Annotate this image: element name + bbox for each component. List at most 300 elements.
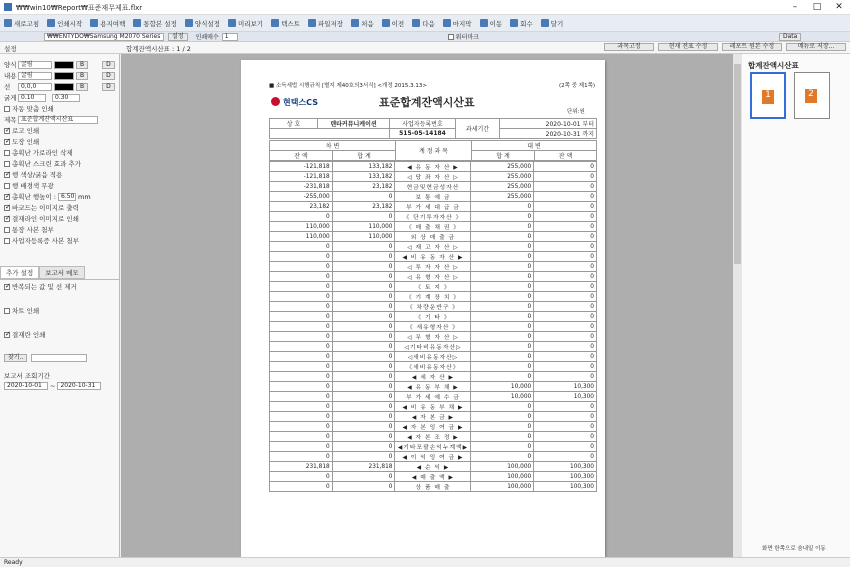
option-row-8: [4, 214, 79, 223]
margin-input-1[interactable]: 0.10: [18, 94, 46, 102]
toolbar-icon: [412, 19, 420, 27]
table-cell: 0: [471, 412, 534, 422]
table-cell: 0: [270, 372, 333, 382]
toolbar-item-10[interactable]: [412, 19, 435, 28]
period-to: 2020-10-31 까지: [500, 129, 597, 139]
table-cell: 0: [270, 472, 333, 482]
table-cell: 0: [471, 242, 534, 252]
autofit-checkbox[interactable]: [4, 106, 10, 112]
toolbar-icon: [308, 19, 316, 27]
option-checkbox[interactable]: [4, 238, 10, 244]
toolbar-item-8[interactable]: [351, 19, 374, 28]
biz-label: 상 호: [270, 119, 318, 129]
tab-bar: [0, 42, 850, 54]
toolbar-icon: [541, 19, 549, 27]
toolbar-icon: [4, 19, 12, 27]
table-row: [270, 172, 597, 182]
table-cell: 0: [534, 292, 597, 302]
form-header: ■ 소득세법 시행규칙 [별지 제40호의3서식] <개정 2015.3.13>: [269, 83, 428, 89]
extra-label: 반복되는 값 및 선 제거: [12, 283, 77, 291]
table-cell: 0: [534, 332, 597, 342]
option-label: 도장 인쇄: [12, 138, 40, 146]
table-cell: 0: [534, 252, 597, 262]
thumbnail-title: 합계잔액시산표: [748, 61, 799, 70]
unit-label: 단위:원: [567, 109, 585, 115]
page-info: (2쪽 중 제1쪽): [559, 83, 596, 89]
bold-toggle[interactable]: B: [76, 61, 88, 69]
table-cell: ◁새비유동자산▷: [395, 352, 471, 362]
table-cell: 23,182: [332, 182, 395, 192]
font-row-label: 양식: [4, 61, 17, 69]
extra-checkbox[interactable]: [4, 308, 10, 314]
tool-button-1[interactable]: 현재 전표 수정: [658, 43, 718, 51]
copies-label: 인쇄매수: [195, 34, 219, 41]
option-row-4: [4, 170, 62, 179]
table-cell: 보 통 예 금: [395, 192, 471, 202]
toolbar-item-label: 회수: [520, 19, 533, 28]
bold-toggle[interactable]: B: [76, 83, 88, 91]
right-tool-buttons: [604, 43, 850, 51]
extra-row-2: [4, 330, 45, 339]
main-toolbar: [0, 15, 850, 32]
period-label-row: [4, 371, 50, 380]
tool-button-3[interactable]: 메뉴로 저장...: [786, 43, 846, 51]
table-row: [270, 322, 597, 332]
watermark-label: 워터마크: [455, 34, 479, 41]
option-label: 총획난 가로라인 삭제: [12, 149, 73, 157]
tab-settings[interactable]: 설정: [4, 45, 17, 53]
table-cell: 0: [534, 412, 597, 422]
table-cell: 0: [471, 422, 534, 432]
thumbnail-page-1[interactable]: [750, 72, 786, 119]
table-cell: 0: [270, 412, 333, 422]
toolbar-item-9[interactable]: [382, 19, 405, 28]
table-cell: 0: [270, 442, 333, 452]
table-cell: 23,182: [270, 202, 333, 212]
option-row-7: [4, 203, 79, 212]
table-cell: 0: [471, 332, 534, 342]
table-cell: 0: [270, 452, 333, 462]
table-cell: 0: [270, 332, 333, 342]
table-cell: 10,300: [534, 392, 597, 402]
option-checkbox[interactable]: [4, 194, 10, 200]
table-cell: ◀ 매 출 액 ▶: [395, 472, 471, 482]
options-button[interactable]: D: [102, 83, 115, 91]
table-cell: 0: [534, 442, 597, 452]
toolbar-item-label: 통합본 설정: [143, 19, 177, 28]
table-cell: 100,300: [534, 482, 597, 492]
table-cell: 0: [332, 242, 395, 252]
table-cell: ◁기타비유동자산▷: [395, 342, 471, 352]
thumbnail-page-2-number: 2: [805, 89, 817, 103]
table-cell: 100,000: [471, 472, 534, 482]
table-row: [270, 182, 597, 192]
table-cell: 0: [332, 292, 395, 302]
table-cell: 《 기 타 》: [395, 312, 471, 322]
table-cell: 《 기 계 장 치 》: [395, 292, 471, 302]
debit-balance-header: 잔 액: [270, 151, 333, 161]
table-cell: 부 가 세 예 수 금: [395, 392, 471, 402]
table-cell: 0: [471, 282, 534, 292]
table-row: [270, 482, 597, 492]
title-input[interactable]: 표준합계잔액시산표: [18, 116, 98, 124]
option-label: 사업자등록증 사본 첨부: [12, 237, 79, 245]
toolbar-item-label: 이전: [391, 19, 405, 28]
table-cell: 0: [471, 222, 534, 232]
toolbar-icon: [90, 19, 98, 27]
option-checkbox[interactable]: [4, 205, 10, 211]
table-cell: ◁ 유 형 자 산 ▷: [395, 272, 471, 282]
window-title: ₩₩win10₩Report₩표준재무제표.flxr: [16, 4, 143, 12]
table-cell: 0: [332, 442, 395, 452]
toolbar-item-label: 달기: [550, 19, 564, 28]
table-cell: 0: [332, 342, 395, 352]
table-cell: 0: [471, 302, 534, 312]
thumbnail-page-2[interactable]: [794, 72, 830, 119]
close-button[interactable]: ✕: [835, 2, 843, 12]
table-cell: 0: [270, 432, 333, 442]
table-cell: ◁ 투 자 자 산 ▷: [395, 262, 471, 272]
table-cell: 0: [471, 362, 534, 372]
option-row-3: [4, 159, 81, 168]
toolbar-item-11[interactable]: [443, 19, 472, 28]
column-header-table: [269, 140, 597, 161]
table-cell: 0: [534, 402, 597, 412]
option-row-10: [4, 236, 79, 245]
table-row: [270, 202, 597, 212]
toolbar-icon: [185, 19, 193, 27]
bottom-tab-0[interactable]: 추가 설정: [0, 266, 39, 279]
table-cell: 100,300: [534, 472, 597, 482]
toolbar-item-12[interactable]: [480, 19, 503, 28]
table-cell: 《 매 출 채 권 》: [395, 222, 471, 232]
table-row: [270, 442, 597, 452]
table-cell: 10,000: [471, 392, 534, 402]
table-cell: ◀기타포괄손익누계액▶: [395, 442, 471, 452]
table-cell: 0: [332, 392, 395, 402]
status-text: Ready: [4, 559, 23, 566]
option-row-6: [4, 192, 91, 201]
table-cell: 0: [332, 352, 395, 362]
table-cell: 0: [534, 452, 597, 462]
table-cell: 0: [534, 172, 597, 182]
table-cell: 0: [534, 342, 597, 352]
thumbnail-page-1-number: 1: [762, 90, 774, 104]
option-label: 행 배경색 무광: [12, 182, 54, 190]
move-panel-button[interactable]: 화면 한쪽으로 숨내일 이동: [762, 546, 826, 552]
table-cell: ◀ 자 본 잉 여 금 ▶: [395, 422, 471, 432]
table-cell: 110,000: [270, 222, 333, 232]
table-cell: ◀ 유 동 부 채 ▶: [395, 382, 471, 392]
extra-checkbox[interactable]: [4, 284, 10, 290]
maximize-button[interactable]: □: [812, 2, 822, 12]
table-cell: 100,000: [471, 482, 534, 492]
period-to-input[interactable]: 2020-10-31: [57, 382, 101, 390]
account-header: 계 정 과 목: [396, 141, 472, 161]
table-cell: 0: [332, 312, 395, 322]
table-row: [270, 192, 597, 202]
toolbar-item-0[interactable]: [4, 19, 39, 28]
table-cell: 0: [332, 372, 395, 382]
option-checkbox[interactable]: [4, 172, 10, 178]
biz-name: 덴타커뮤니케이션: [318, 119, 390, 129]
table-cell: 0: [471, 372, 534, 382]
table-cell: 0: [270, 282, 333, 292]
table-cell: 0: [332, 272, 395, 282]
option-checkbox[interactable]: [4, 161, 10, 167]
option-label: 총획난 행높이 :: [12, 193, 56, 201]
table-cell: 100,000: [471, 462, 534, 472]
period-label: 보고서 조회기간: [4, 372, 51, 380]
table-cell: 0: [332, 282, 395, 292]
table-cell: 0: [270, 322, 333, 332]
option-checkbox[interactable]: [4, 183, 10, 189]
minimize-button[interactable]: –: [792, 2, 798, 12]
table-row: [270, 332, 597, 342]
table-cell: 10,000: [471, 382, 534, 392]
toolbar-item-1[interactable]: [47, 19, 82, 28]
extra-row-0: [4, 282, 77, 291]
printer-select[interactable]: ₩₩ENTYDO₩Samsung M2070 Series: [44, 33, 164, 41]
table-cell: 0: [270, 392, 333, 402]
option-row-5: [4, 181, 54, 190]
table-cell: 110,000: [332, 222, 395, 232]
table-cell: 0: [534, 272, 597, 282]
table-cell: ◀ 자 본 조 정 ▶: [395, 432, 471, 442]
table-cell: ◁ 당 좌 자 산 ▷: [395, 172, 471, 182]
options-button[interactable]: D: [102, 61, 115, 69]
toolbar-icon: [480, 19, 488, 27]
table-cell: 0: [471, 342, 534, 352]
option-label: 바코드는 이미지로 출력: [12, 204, 79, 212]
settings-panel: [0, 54, 120, 557]
font-select[interactable]: 0,0,0: [18, 83, 52, 91]
table-cell: 0: [471, 292, 534, 302]
toolbar-item-label: 마지막: [452, 19, 472, 28]
toolbar-icon: [351, 19, 359, 27]
vertical-scrollbar[interactable]: [733, 54, 742, 557]
toolbar-item-13[interactable]: [510, 19, 533, 28]
margin-input-2[interactable]: 0.30: [52, 94, 80, 102]
table-row: [270, 342, 597, 352]
toolbar-item-4[interactable]: [185, 19, 220, 28]
table-cell: 0: [270, 422, 333, 432]
table-cell: -121,818: [270, 162, 333, 172]
options-button[interactable]: D: [102, 72, 115, 80]
table-cell: 0: [534, 262, 597, 272]
table-cell: 0: [471, 322, 534, 332]
toolbar-item-label: 인쇄시작: [57, 19, 83, 28]
data-button[interactable]: Data: [779, 33, 801, 41]
toolbar-item-7[interactable]: [308, 19, 343, 28]
table-cell: 0: [534, 422, 597, 432]
credit-balance-header: 잔 액: [535, 151, 597, 161]
table-cell: 상 품 매 출: [395, 482, 471, 492]
watermark-checkbox[interactable]: [448, 34, 454, 40]
table-cell: ◀ 순 익 ▶: [395, 462, 471, 472]
table-cell: 0: [332, 432, 395, 442]
extra-label: 결재란 인쇄: [12, 331, 46, 339]
period-from: 2020-10-01 부터: [500, 119, 597, 129]
color-select[interactable]: [54, 72, 74, 80]
table-cell: 0: [332, 482, 395, 492]
thumbnail-panel: [742, 54, 850, 557]
toolbar-item-5[interactable]: [228, 19, 263, 28]
table-cell: 0: [534, 182, 597, 192]
table-cell: 110,000: [270, 232, 333, 242]
debit-total-header: 합 계: [333, 151, 396, 161]
table-cell: -255,000: [270, 192, 333, 202]
table-row: [270, 362, 597, 372]
toolbar-item-label: 용지여백: [100, 19, 126, 28]
period-label: 과세기간: [456, 119, 500, 139]
table-cell: 0: [270, 402, 333, 412]
toolbar-icon: [228, 19, 236, 27]
table-cell: 0: [270, 302, 333, 312]
toolbar-item-label: 새로고침: [14, 19, 40, 28]
tool-button-2[interactable]: 레포트 원본 수정: [722, 43, 782, 51]
printer-toolbar: [0, 32, 850, 42]
table-cell: 0: [534, 282, 597, 292]
table-cell: 0: [534, 432, 597, 442]
printer-settings-button[interactable]: 설정: [168, 33, 188, 41]
table-cell: 0: [332, 382, 395, 392]
table-row: [270, 242, 597, 252]
toolbar-item-label: 파일저장: [317, 19, 344, 28]
file-path-input[interactable]: [31, 354, 87, 362]
table-row: [270, 372, 597, 382]
title-bar: [0, 0, 850, 15]
table-cell: 0: [534, 362, 597, 372]
title-label: 제목: [4, 116, 17, 124]
table-cell: 0: [534, 322, 597, 332]
table-cell: ◀ 비 유 동 자 산 ▶: [395, 252, 471, 262]
table-cell: 255,000: [471, 172, 534, 182]
table-cell: -121,818: [270, 172, 333, 182]
table-row: [270, 232, 597, 242]
extra-checkbox[interactable]: [4, 332, 10, 338]
font-row-label: 선: [4, 83, 11, 91]
report-page: [241, 60, 605, 557]
option-checkbox[interactable]: [4, 139, 10, 145]
row-height-input[interactable]: 6.50: [58, 193, 76, 201]
credit-total-header: 합 계: [472, 151, 535, 161]
status-bar: [0, 557, 850, 567]
table-cell: 0: [534, 162, 597, 172]
option-checkbox[interactable]: [4, 150, 10, 156]
color-select[interactable]: [54, 61, 74, 69]
toolbar-icon: [47, 19, 55, 27]
extra-row-1: [4, 306, 39, 315]
font-select[interactable]: 굴림: [18, 61, 52, 69]
table-cell: 255,000: [471, 192, 534, 202]
option-row-9: [4, 225, 54, 234]
bold-toggle[interactable]: B: [76, 72, 88, 80]
table-cell: 현금및현금성자산: [395, 182, 471, 192]
toolbar-item-6[interactable]: [271, 19, 300, 28]
table-cell: 부 가 세 대 급 금: [395, 202, 471, 212]
tool-button-0[interactable]: 과목고정: [604, 43, 654, 51]
table-cell: 0: [534, 242, 597, 252]
table-cell: 0: [534, 192, 597, 202]
table-cell: 255,000: [471, 182, 534, 192]
period-from-input[interactable]: 2020-10-01: [4, 382, 48, 390]
file-browse-button[interactable]: 찾기..: [4, 354, 27, 362]
report-title: 표준합계잔액시산표: [379, 96, 475, 109]
table-cell: 0: [332, 332, 395, 342]
font-row-1: [4, 71, 115, 80]
table-row: [270, 472, 597, 482]
table-cell: 0: [534, 222, 597, 232]
table-cell: 0: [534, 212, 597, 222]
table-cell: 0: [534, 302, 597, 312]
table-cell: 0: [471, 442, 534, 452]
table-cell: 0: [471, 262, 534, 272]
bottom-tabs: [0, 266, 120, 280]
option-label: 결재라인 이미지로 인쇄: [12, 215, 79, 223]
toolbar-icon: [382, 19, 390, 27]
margin-row: [4, 93, 80, 102]
copies-input[interactable]: 1: [222, 33, 238, 41]
table-cell: 0: [471, 312, 534, 322]
reg-no: 515-05-14184: [390, 129, 456, 139]
bottom-tab-1[interactable]: 보고서 메모: [39, 266, 84, 279]
table-cell: 0: [471, 452, 534, 462]
scrollbar-thumb[interactable]: [734, 64, 741, 264]
table-cell: 0: [471, 402, 534, 412]
option-row-2: [4, 148, 73, 157]
table-cell: 0: [332, 262, 395, 272]
toolbar-icon: [510, 19, 518, 27]
autofit-label: 자동 맞춤 인쇄: [12, 105, 54, 113]
table-row: [270, 272, 597, 282]
table-cell: 0: [471, 212, 534, 222]
table-cell: 0: [270, 352, 333, 362]
reg-label: 사업자등록번호: [390, 119, 456, 129]
table-cell: 231,818: [332, 462, 395, 472]
table-row: [270, 462, 597, 472]
table-cell: 0: [270, 482, 333, 492]
app-icon: [4, 3, 12, 11]
toolbar-icon: [271, 19, 279, 27]
option-row-0: [4, 126, 39, 135]
table-cell: ◁ 무 형 자 산 ▷: [395, 332, 471, 342]
font-select[interactable]: 굴림: [18, 72, 52, 80]
toolbar-item-3[interactable]: [133, 19, 176, 28]
table-cell: 0: [332, 302, 395, 312]
table-cell: 0: [332, 472, 395, 482]
toolbar-item-label: 다음: [422, 19, 435, 28]
table-cell: ◀ 유 동 자 산 ▶: [395, 162, 471, 172]
table-row: [270, 212, 597, 222]
table-cell: 《 단기투자자산 》: [395, 212, 471, 222]
font-row-2: [4, 82, 115, 91]
table-cell: 0: [332, 192, 395, 202]
table-cell: 0: [270, 292, 333, 302]
option-checkbox[interactable]: [4, 216, 10, 222]
toolbar-item-14[interactable]: [541, 19, 564, 28]
option-checkbox[interactable]: [4, 128, 10, 134]
unit-label: mm: [78, 192, 91, 201]
table-row: [270, 162, 597, 172]
toolbar-item-2[interactable]: [90, 19, 125, 28]
color-select[interactable]: [54, 83, 74, 91]
table-cell: ◀ 자 본 금 ▶: [395, 412, 471, 422]
table-row: [270, 382, 597, 392]
table-cell: ◀ 비 유 동 부 채 ▶: [395, 402, 471, 412]
table-cell: 0: [471, 432, 534, 442]
option-checkbox[interactable]: [4, 227, 10, 233]
